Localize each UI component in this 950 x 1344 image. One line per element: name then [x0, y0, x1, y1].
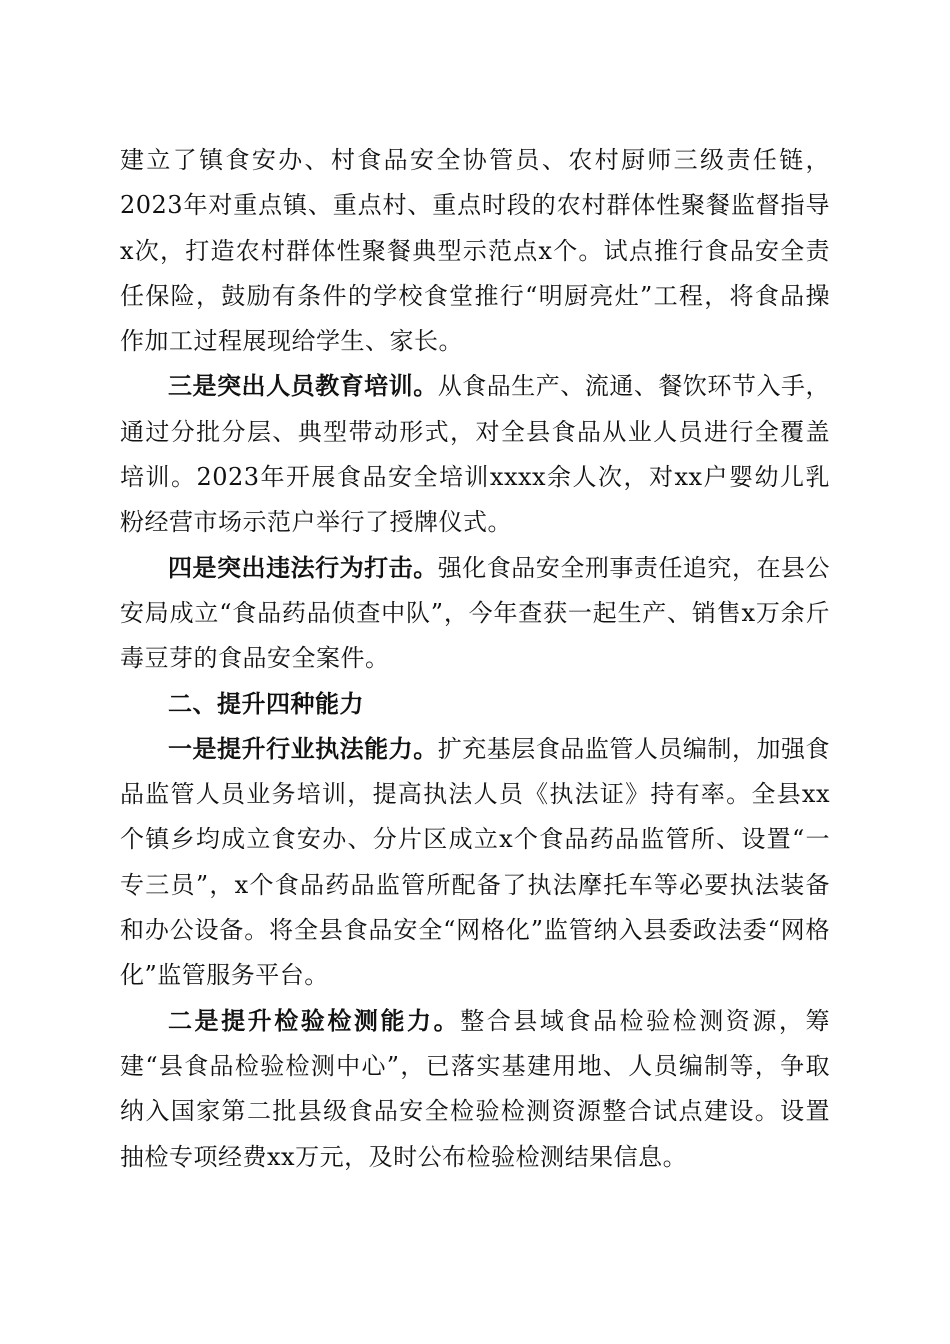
paragraph-lead: 四是突出违法行为打击。 — [168, 553, 438, 582]
paragraph-text: 从食品生产、流通、餐饮环节入手，通过分批分层、典型带动形式，对全县食品从业人员进行全覆盖培训。2023年开展食品安全培训xxxx余人次，对xx户婴幼儿乳粉经营市场示范户举行了授牌仪式。 — [120, 372, 831, 537]
paragraph-law-enforcement-crackdown — [120, 546, 830, 682]
paragraph-text: 整合县域食品检验检测资源，筹建“县食品检验检测中心”，已落实基建用地、人员编制等，争取纳入国家第二批县级食品安全检验检测资源整合试点建设。设置抽检专项经费xx万元，及时公布检验检测结果信息。 — [120, 1006, 830, 1171]
paragraph-lead: 一是提升行业执法能力。 — [168, 734, 438, 763]
paragraph-testing-capacity — [120, 999, 830, 1180]
paragraph-lead: 三是突出人员教育培训。 — [168, 372, 438, 401]
paragraph-staff-training — [120, 364, 830, 545]
document-body — [120, 138, 830, 1180]
paragraph-text: 强化食品安全刑事责任追究，在县公安局成立“食品药品侦查中队”，今年查获一起生产、销售x万余斤毒豆芽的食品安全案件。 — [120, 553, 831, 673]
paragraph-enforcement-capacity — [120, 727, 830, 999]
paragraph-text: 建立了镇食安办、村食品安全协管员、农村厨师三级责任链，2023年对重点镇、重点村、重点时段的农村群体性聚餐监督指导x次，打造农村群体性聚餐典型示范点x个。试点推行食品安全责任保险，鼓励有条件的学校食堂推行“明厨亮灶”工程，将食品操作加工过程展现给学生、家长。 — [120, 146, 830, 356]
paragraph-text: 扩充基层食品监管人员编制，加强食品监管人员业务培训，提高执法人员《执法证》持有率。全县xx个镇乡均成立食安办、分片区成立x个食品药品监管所、设置“一专三员”，x个食品药品监管所配备了执法摩托车等必要执法装备和办公设备。将全县食品安全“网格化”监管纳入县委政法委“网格化”监管服务平台。 — [120, 734, 831, 990]
paragraph-lead: 二是提升检验检测能力。 — [168, 1006, 461, 1035]
paragraph-continuation — [120, 138, 830, 364]
section-heading: 二、提升四种能力 — [168, 689, 364, 718]
